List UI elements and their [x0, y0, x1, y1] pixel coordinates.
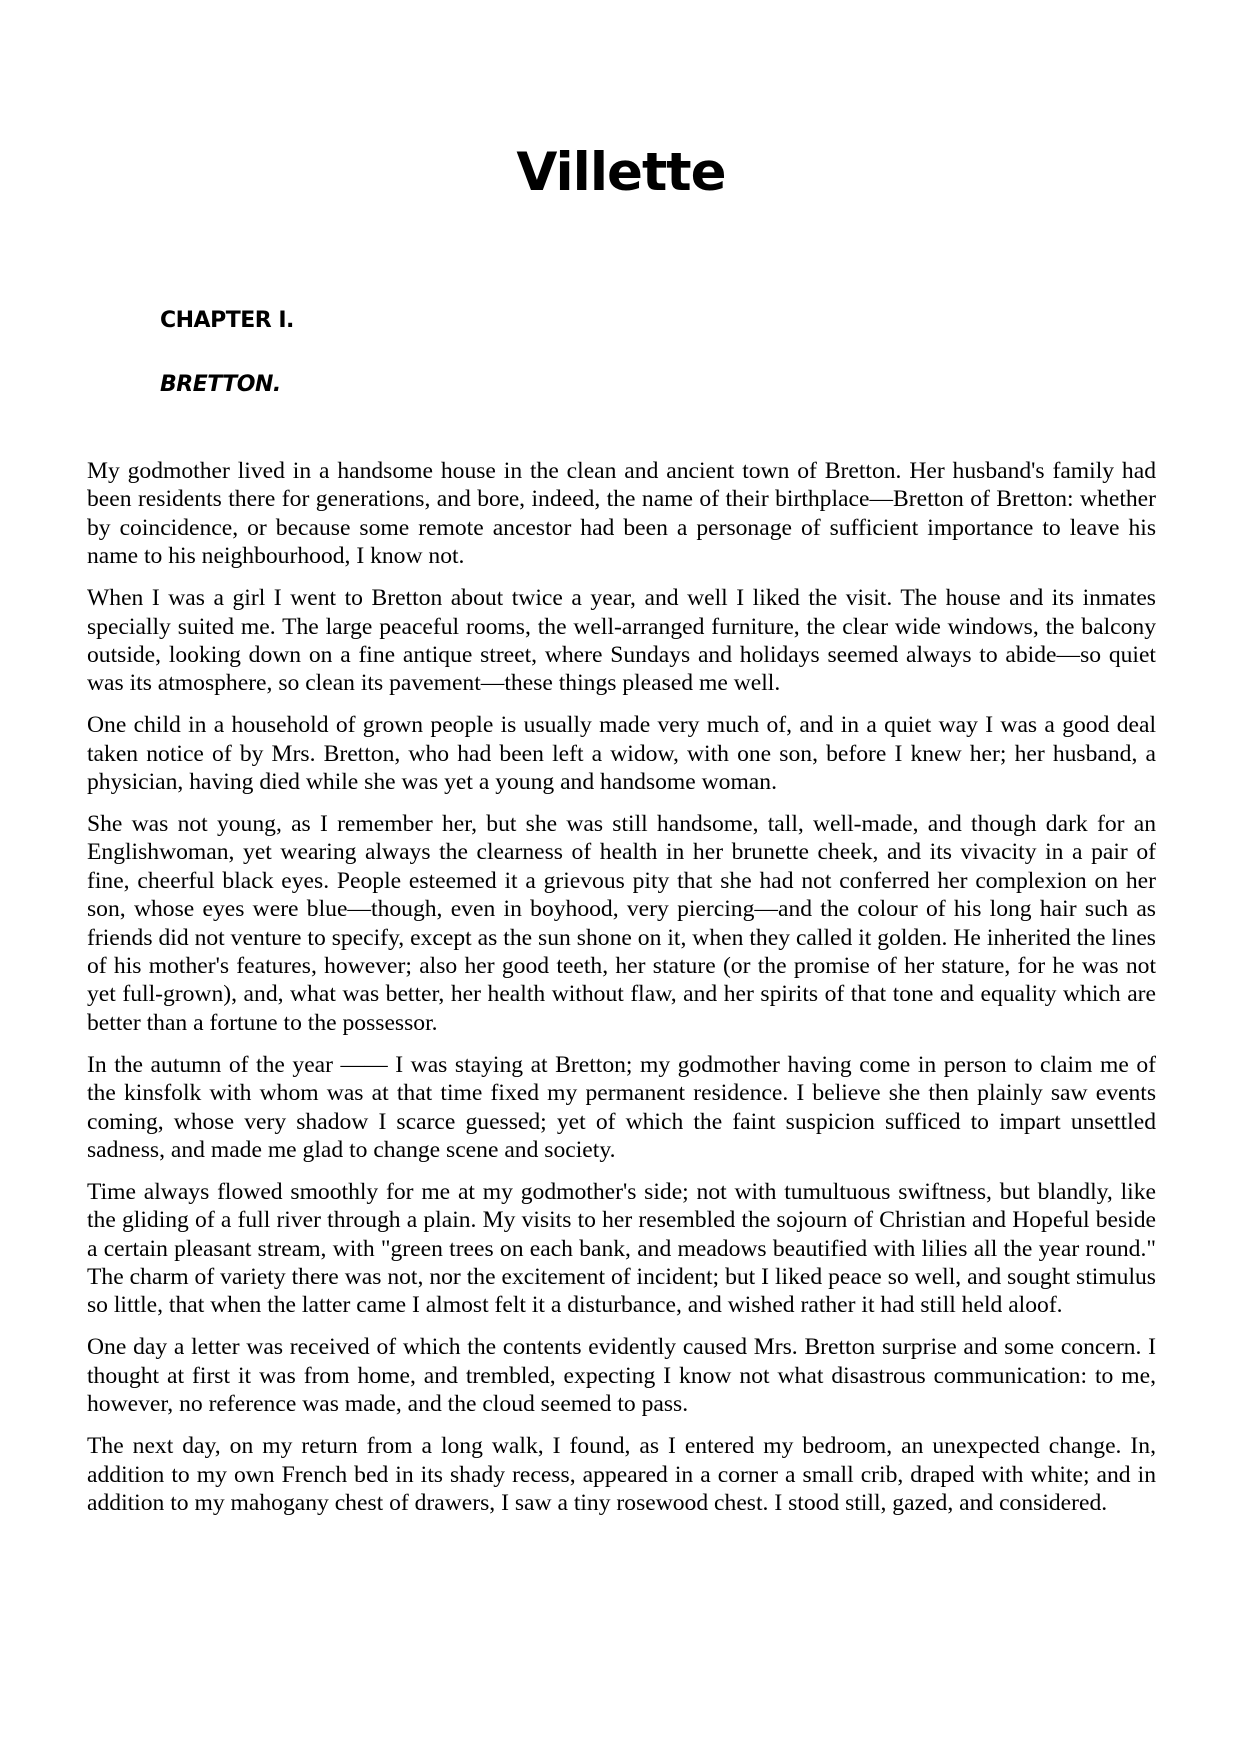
paragraph-5: In the autumn of the year —— I was staying at Bretton; my godmother having come in person to claim me of the kinsfolk with whom was at that time fixed my permanent residence. I believe she then plainly saw events coming, whose very shadow I scarce guessed; yet of which the faint suspicion sufficed to impart unsettled sadness, and made me glad to change scene and society.	[87, 1051, 1156, 1163]
paragraph-6: Time always flowed smoothly for me at my godmother's side; not with tumultuous swiftness, but blandly, like the gliding of a full river through a plain. My visits to her resembled the sojourn of Christian and Hopeful beside a certain pleasant stream, with "green trees on each bank, and meadows beautified with lilies all the year round." The charm of variety there was not, nor the excitement of incident; but I liked peace so well, and sought stimulus so little, that when the latter came I almost felt it a disturbance, and wished rather it had still held aloof.	[87, 1178, 1156, 1319]
paragraph-7: One day a letter was received of which the contents evidently caused Mrs. Bretton surprise and some concern. I thought at first it was from home, and trembled, expecting I know not what disastrous communication: to me, however, no reference was made, and the cloud seemed to pass.	[87, 1334, 1156, 1418]
chapter-title: BRETTON.	[160, 372, 281, 397]
book-title: Villette	[516, 142, 726, 203]
chapter-body	[87, 457, 1156, 1531]
paragraph-8: The next day, on my return from a long walk, I found, as I entered my bedroom, an unexpected change. In, addition to my own French bed in its shady recess, appeared in a corner a small crib, draped with white; and in addition to my mahogany chest of drawers, I saw a tiny rosewood chest. I stood still, gazed, and considered.	[87, 1433, 1156, 1516]
paragraph-2: When I was a girl I went to Bretton about twice a year, and well I liked the visit. The house and its inmates specially suited me. The large peaceful rooms, the well-arranged furniture, the clear wide windows, the balcony outside, looking down on a fine antique street, where Sundays and holidays seemed always to abide—so quiet was its atmosphere, so clean its pavement—these things pleased me well.	[87, 585, 1156, 697]
chapter-number: CHAPTER I.	[160, 308, 294, 333]
paragraph-1: My godmother lived in a handsome house in the clean and ancient town of Bretton. Her husband's family had been residents there for generations, and bore, indeed, the name of their birthplace—Bretton of Bretton: whether by coincidence, or because some remote ancestor had been a personage of sufficient importance to leave his name to his neighbourhood, I know not.	[87, 458, 1156, 570]
paragraph-3: One child in a household of grown people is usually made very much of, and in a quiet way I was a good deal taken notice of by Mrs. Bretton, who had been left a widow, with one son, before I knew her; her husband, a physician, having died while she was yet a young and handsome woman.	[87, 712, 1156, 796]
paragraph-4: She was not young, as I remember her, but she was still handsome, tall, well-made, and though dark for an Englishwoman, yet wearing always the clearness of health in her brunette cheek, and its vivacity in a pair of fine, cheerful black eyes. People esteemed it a grievous pity that she had not conferred her complexion on her son, whose eyes were blue—though, even in boyhood, very piercing—and the colour of his long hair such as friends did not venture to specify, except as the sun shone on it, when they called it golden. He inherited the lines of his mother's features, however; also her good teeth, her stature (or the promise of her stature, for he was not yet full-grown), and, what was better, her health without flaw, and her spirits of that tone and equality which are better than a fortune to the possessor.	[87, 810, 1156, 1036]
